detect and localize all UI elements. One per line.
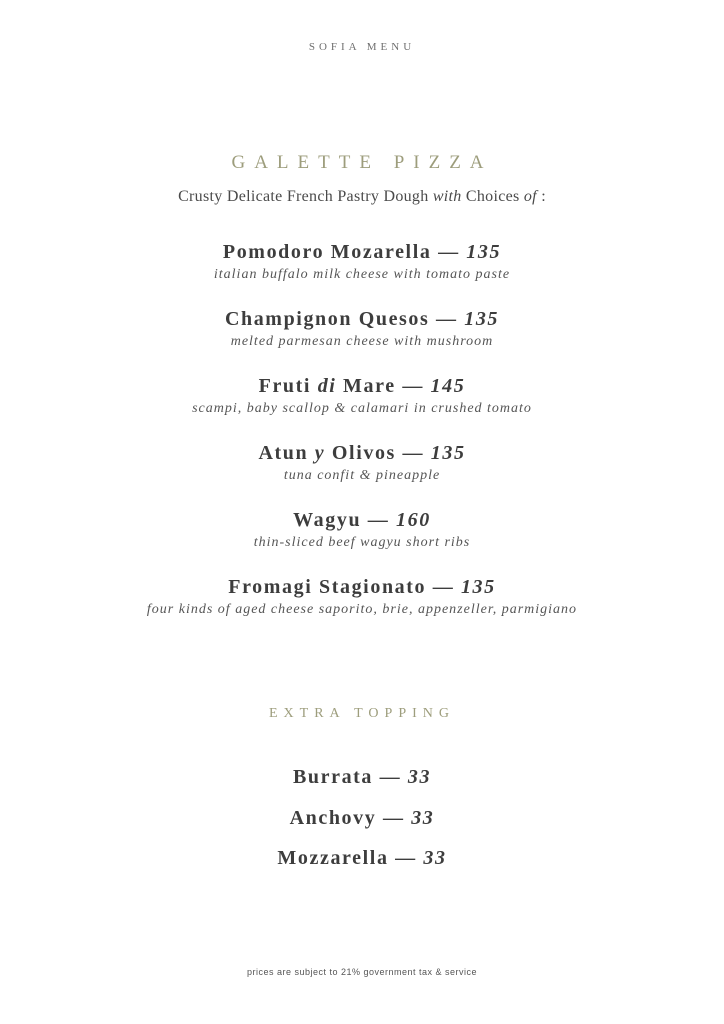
item-dash: — [395,375,431,397]
topping-price: 33 [423,847,447,869]
item-dash: — [395,442,431,464]
intro-with: with [432,188,462,205]
item-description: thin-sliced beef wagyu short ribs [253,535,471,550]
topping-price: 33 [411,807,435,829]
item-description: tuna confit & pineapple [283,468,441,483]
topping-anchovy [0,806,724,830]
item-name-text: Atun [258,442,315,464]
item-name [0,240,724,264]
topping-name: Mozzarella [277,847,389,869]
item-name-text: Pomodoro Mozarella [222,241,432,263]
topping-dash: — [376,807,412,829]
item-price: 135 [466,241,502,263]
item-price: 135 [464,308,500,330]
topping-mozzarella [0,846,724,870]
menu-header: SOFIA MENU [308,41,416,53]
topping-dash: — [373,766,408,788]
item-name-text-2: Olivos [325,442,396,464]
item-dash: — [361,509,397,531]
item-description: italian buffalo milk cheese with tomato paste [213,267,511,282]
item-dash: — [429,308,465,330]
topping-name: Burrata [292,766,374,788]
menu-item-wagyu [0,508,724,553]
item-name-text-2: Mare [336,375,396,397]
item-name [0,441,724,465]
topping-dash: — [388,847,424,869]
section-intro [0,188,724,206]
item-name-italic: di [317,375,337,397]
item-name [0,575,724,599]
section-title-galette-pizza: GALETTE PIZZA [231,152,493,173]
intro-text-3: : [536,188,546,205]
topping-name: Anchovy [289,807,377,829]
item-name-text: Wagyu [293,509,362,531]
menu-item-atun-y-olivos [0,441,724,486]
item-name [0,307,724,331]
item-name-text: Fromagi Stagionato [228,576,427,598]
item-dash: — [431,241,467,263]
item-name [0,374,724,398]
topping-burrata [0,765,724,789]
item-price: 145 [430,375,466,397]
item-dash: — [426,576,461,598]
menu-item-champignon-quesos [0,307,724,352]
menu-item-fromagi-stagionato [0,575,724,620]
intro-text-2: Choices [461,188,524,205]
topping-price: 33 [407,766,432,788]
item-price: 160 [396,509,431,531]
item-name-text: Champignon Quesos [224,308,430,330]
item-description: scampi, baby scallop & calamari in crushed tomato [192,401,532,416]
menu-item-pomodoro-mozarella [0,240,724,285]
intro-text: Crusty Delicate French Pastry Dough [178,188,433,205]
menu-item-fruti-di-mare [0,374,724,419]
item-description: four kinds of aged cheese saporito, brie, appenzeller, parmigiano [146,602,578,617]
item-name [0,508,724,532]
item-description: melted parmesan cheese with mushroom [230,334,494,349]
item-name-text: Fruti [258,375,318,397]
tax-note: prices are subject to 21% government tax & service [246,967,478,977]
item-name-italic: y [314,442,326,464]
section-title-extra-topping: EXTRA TOPPING [268,706,455,721]
intro-of: of [523,188,537,205]
item-price: 135 [460,576,496,598]
item-price: 135 [430,442,466,464]
